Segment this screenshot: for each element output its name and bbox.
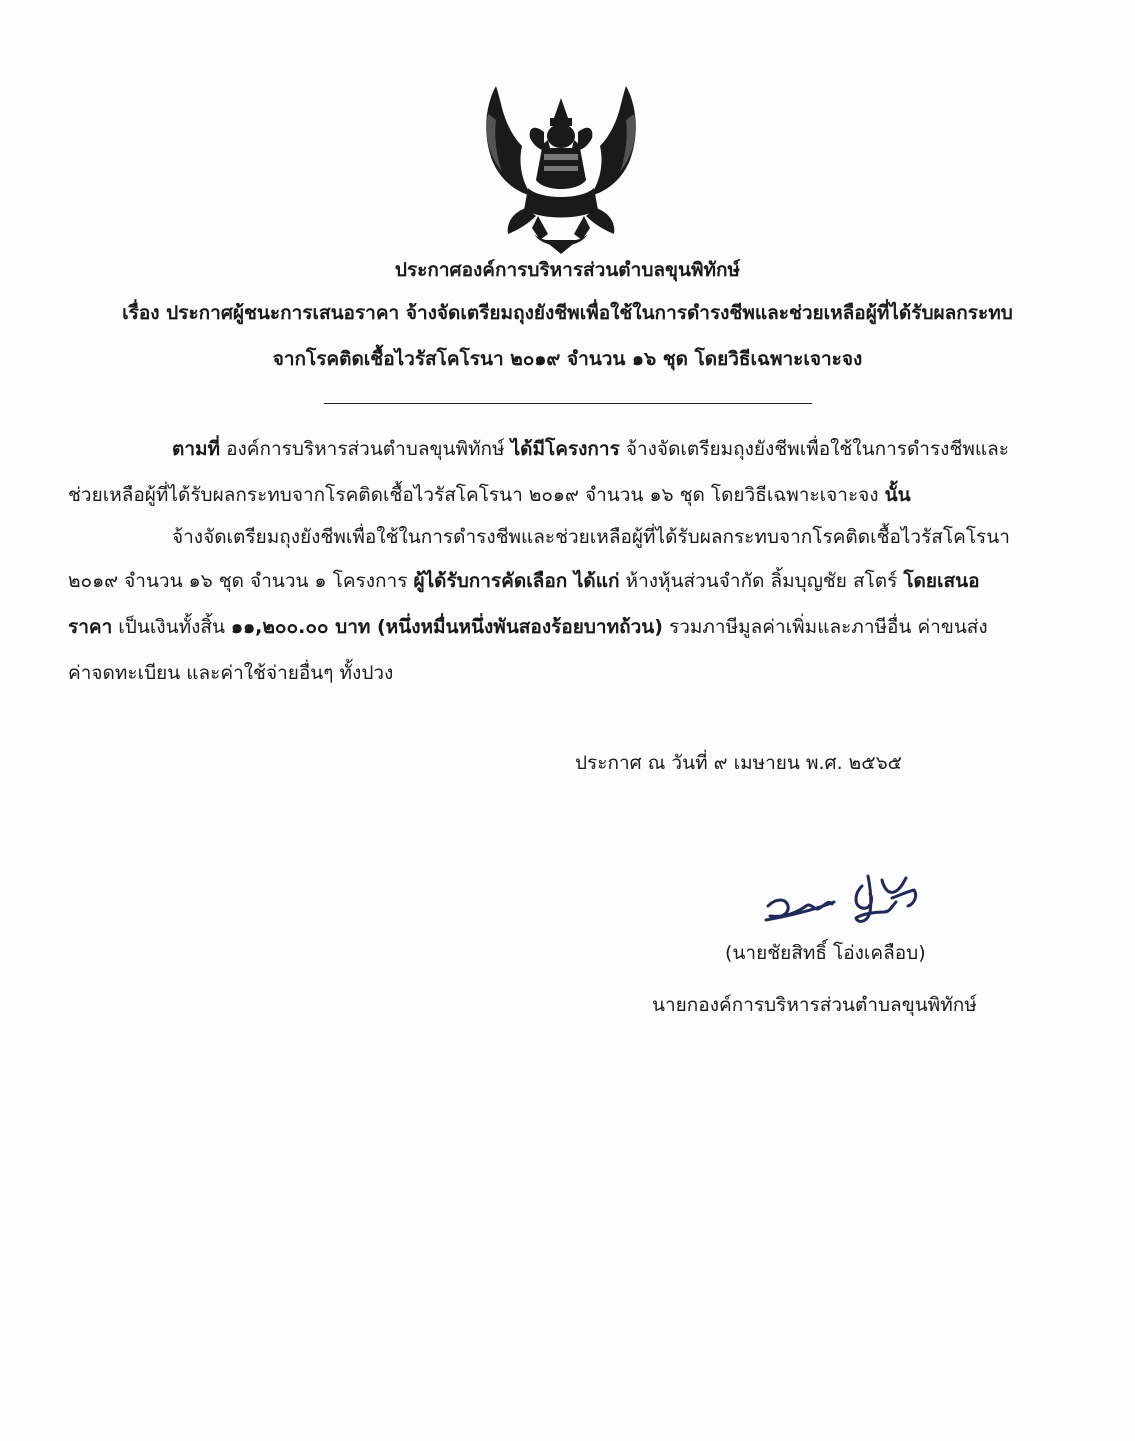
body-text: ราคา: [68, 616, 113, 638]
body-text: จ้างจัดเตรียมถุงยังชีพเพื่อใช้ในการดำรงชีพและ: [619, 438, 1009, 460]
garuda-emblem-icon: [478, 84, 644, 256]
signatory-name: (นายชัยสิทธิ์ โอ่งเคลือบ): [725, 942, 926, 964]
body-text: ช่วยเหลือผู้ที่ได้รับผลกระทบจากโรคติดเชื้อไวรัสโคโรนา ๒๐๑๙ จำนวน ๑๖ ชุด โดยวิธีเฉพาะเจาะจง: [68, 484, 885, 506]
body-text: ห้างหุ้นส่วนจำกัด ลิ้มบุญชัย สโตร์: [619, 570, 904, 592]
body-text: โดยเสนอ: [903, 570, 980, 592]
body-text: ค่าจดทะเบียน และค่าใช้จ่ายอื่นๆ ทั้งปวง: [68, 662, 394, 684]
announcement-date: ประกาศ ณ วันที่ ๙ เมษายน พ.ศ. ๒๕๖๕: [575, 752, 903, 774]
body-line-3: [172, 524, 1010, 550]
signatory-position: นายกองค์การบริหารส่วนตำบลขุนพิทักษ์: [652, 994, 977, 1016]
body-text: จ้างจัดเตรียมถุงยังชีพเพื่อใช้ในการดำรงชีพและช่วยเหลือผู้ที่ได้รับผลกระทบจากโรคติดเชื้อไวรัสโคโรนา: [172, 526, 1010, 548]
header-divider: [324, 403, 812, 404]
body-text: เป็นเงินทั้งสิ้น: [112, 616, 232, 638]
body-line-6: [68, 660, 393, 686]
announcement-subject-cont: จากโรคติดเชื้อไวรัสโคโรนา ๒๐๑๙ จำนวน ๑๖ ชุด โดยวิธีเฉพาะเจาะจง: [272, 348, 863, 370]
body-text: นั้น: [884, 484, 911, 506]
body-line-5: [68, 614, 988, 640]
body-text: ผู้ได้รับการคัดเลือก ได้แก่: [413, 570, 620, 592]
body-line-2: [68, 482, 911, 508]
handwritten-signature: [758, 872, 928, 932]
body-text: ตามที่: [172, 438, 221, 460]
body-text: รวมภาษีมูลค่าเพิ่มและภาษีอื่น ค่าขนส่ง: [662, 616, 988, 638]
body-text: ๒๐๑๙ จำนวน ๑๖ ชุด จำนวน ๑ โครงการ: [68, 570, 414, 592]
announcement-title: ประกาศองค์การบริหารส่วนตำบลขุนพิทักษ์: [394, 259, 741, 281]
body-line-4: [68, 568, 980, 594]
body-text: ๑๑,๒๐๐.๐๐ บาท (หนึ่งหมื่นหนึ่งพันสองร้อยบาทถ้วน): [231, 616, 663, 638]
body-text: ได้มีโครงการ: [510, 438, 620, 460]
body-text: องค์การบริหารส่วนตำบลขุนพิทักษ์: [220, 438, 511, 460]
body-line-1: [172, 436, 1009, 462]
announcement-subject: เรื่อง ประกาศผู้ชนะการเสนอราคา จ้างจัดเตรียมถุงยังชีพเพื่อใช้ในการดำรงชีพและช่วยเหลือผู้ที่ได้รับผลกระทบ: [122, 302, 1013, 324]
